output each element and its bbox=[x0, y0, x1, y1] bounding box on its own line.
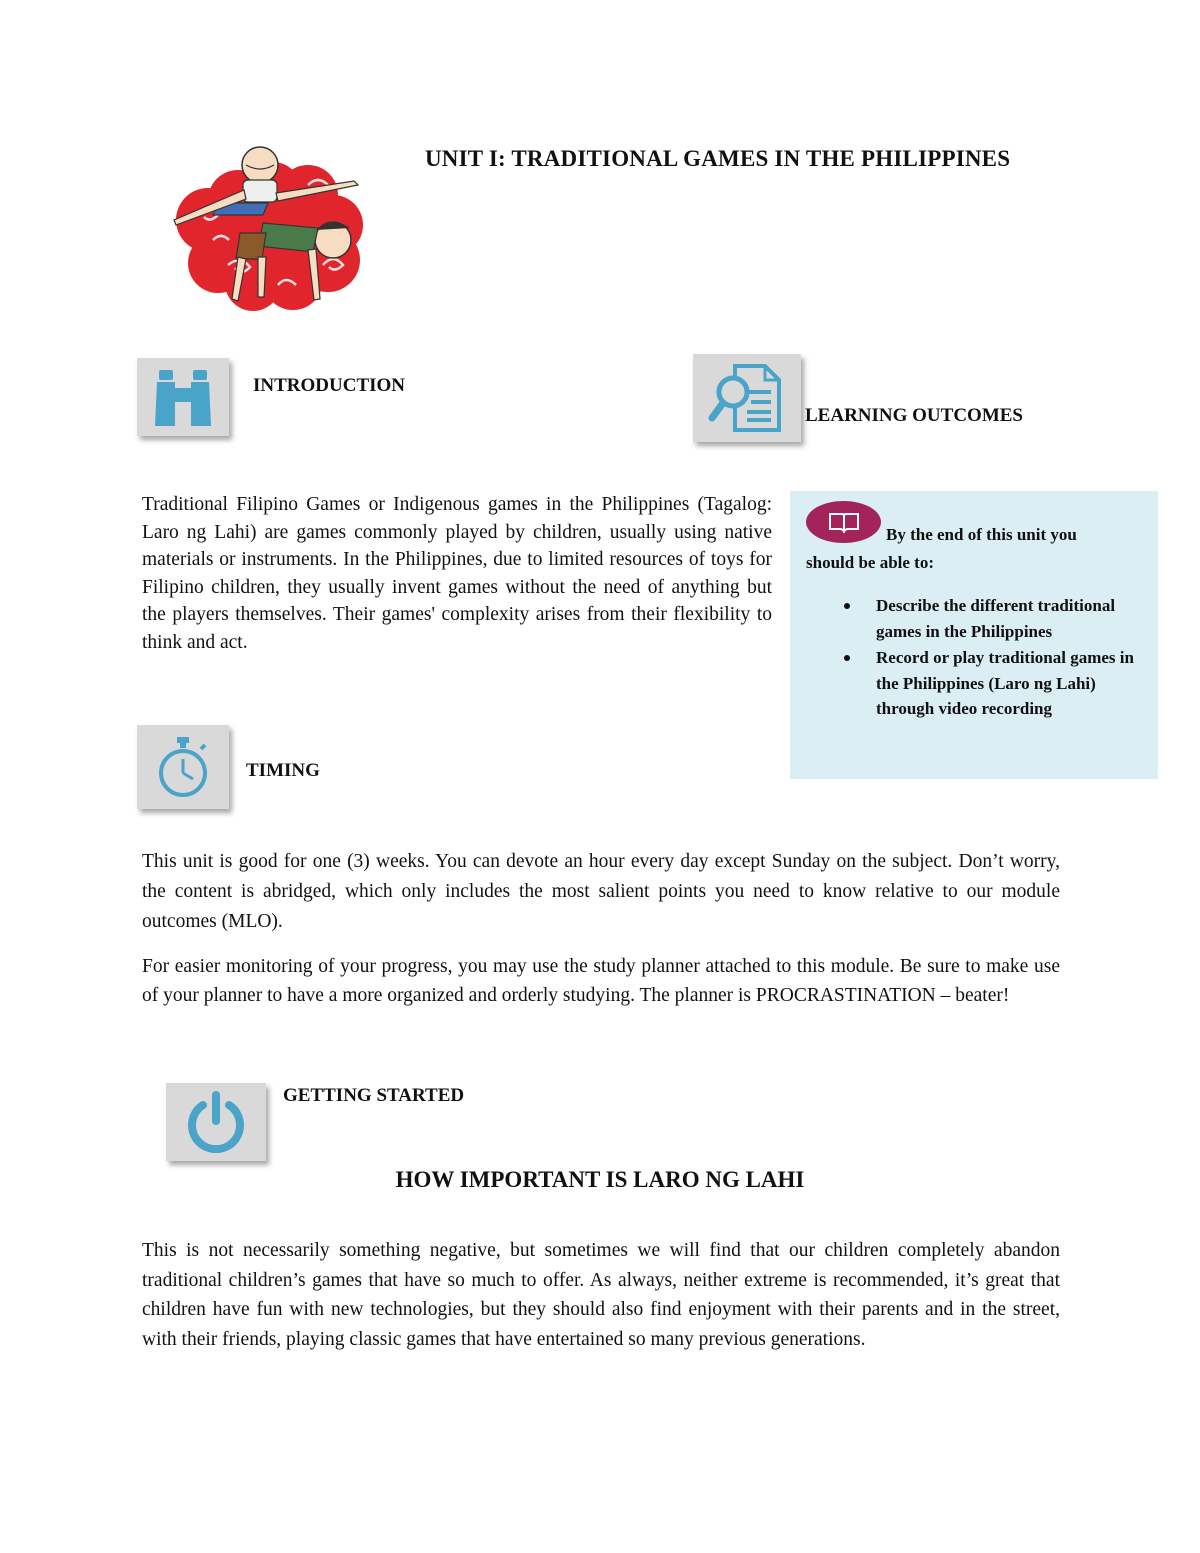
learning-outcomes-icon-box bbox=[693, 354, 801, 442]
learning-outcomes-heading: LEARNING OUTCOMES bbox=[805, 405, 1023, 426]
outcomes-intro-line-1: By the end of this unit you bbox=[886, 525, 1077, 544]
binoculars-icon bbox=[153, 366, 213, 428]
getting-started-icon-box bbox=[166, 1083, 266, 1161]
stopwatch-icon bbox=[155, 735, 211, 799]
learning-outcomes-box bbox=[790, 491, 1158, 779]
timing-paragraph-2: For easier monitoring of your progress, you may use the study planner attached to this module. Be sure to make use of your planner to have a more organized and orderly studying. The planner is PROCRASTINATION – beater! bbox=[142, 956, 1060, 1006]
closing-paragraph: This is not necessarily something negative, but sometimes we will find that our children completely abandon traditional children’s games that have so much to offer. As always, neither extreme is recommended, it’s great that children have fun with new technologies, but they should also find enjoyment with their parents and in the street, with their friends, playing classic games that have entertained so many previous generations. bbox=[142, 1240, 1060, 1350]
getting-started-heading: GETTING STARTED bbox=[283, 1085, 465, 1106]
power-icon bbox=[183, 1091, 249, 1153]
timing-icon-box bbox=[137, 725, 229, 809]
children-playing-illustration bbox=[158, 145, 403, 313]
outcome-item: Describe the different traditional games in the Philippines bbox=[876, 593, 1148, 644]
outcomes-intro bbox=[806, 521, 1146, 577]
outcomes-list bbox=[876, 593, 1148, 723]
introduction-paragraph: Traditional Filipino Games or Indigenous games in the Philippines (Tagalog: Laro ng Lahi) are games commonly played by children, usually using native materials or instruments. In the Philippines, due to limited resources of toys for Filipino children, they usually invent games without the need of anything but the players themselves. Their games' complexity arises from their flexibility to think and act. bbox=[142, 494, 772, 653]
introduction-icon-box bbox=[137, 358, 229, 436]
timing-heading: TIMING bbox=[246, 760, 320, 781]
document-search-icon bbox=[707, 362, 787, 434]
subsection-title: HOW IMPORTANT IS LARO NG LAHI bbox=[395, 1167, 805, 1192]
page-title: UNIT I: TRADITIONAL GAMES IN THE PHILIPPINES bbox=[425, 146, 1011, 171]
introduction-heading: INTRODUCTION bbox=[253, 375, 406, 396]
outcomes-intro-line-2: should be able to: bbox=[806, 553, 934, 572]
timing-paragraph-1: This unit is good for one (3) weeks. You can devote an hour every day except Sunday on the subject. Don’t worry, the content is abridged, which only includes the most salient points you need to know relative to our module outcomes (MLO). bbox=[142, 851, 1060, 932]
outcome-item: Record or play traditional games in the Philippines (Laro ng Lahi) through video recording bbox=[876, 645, 1148, 722]
